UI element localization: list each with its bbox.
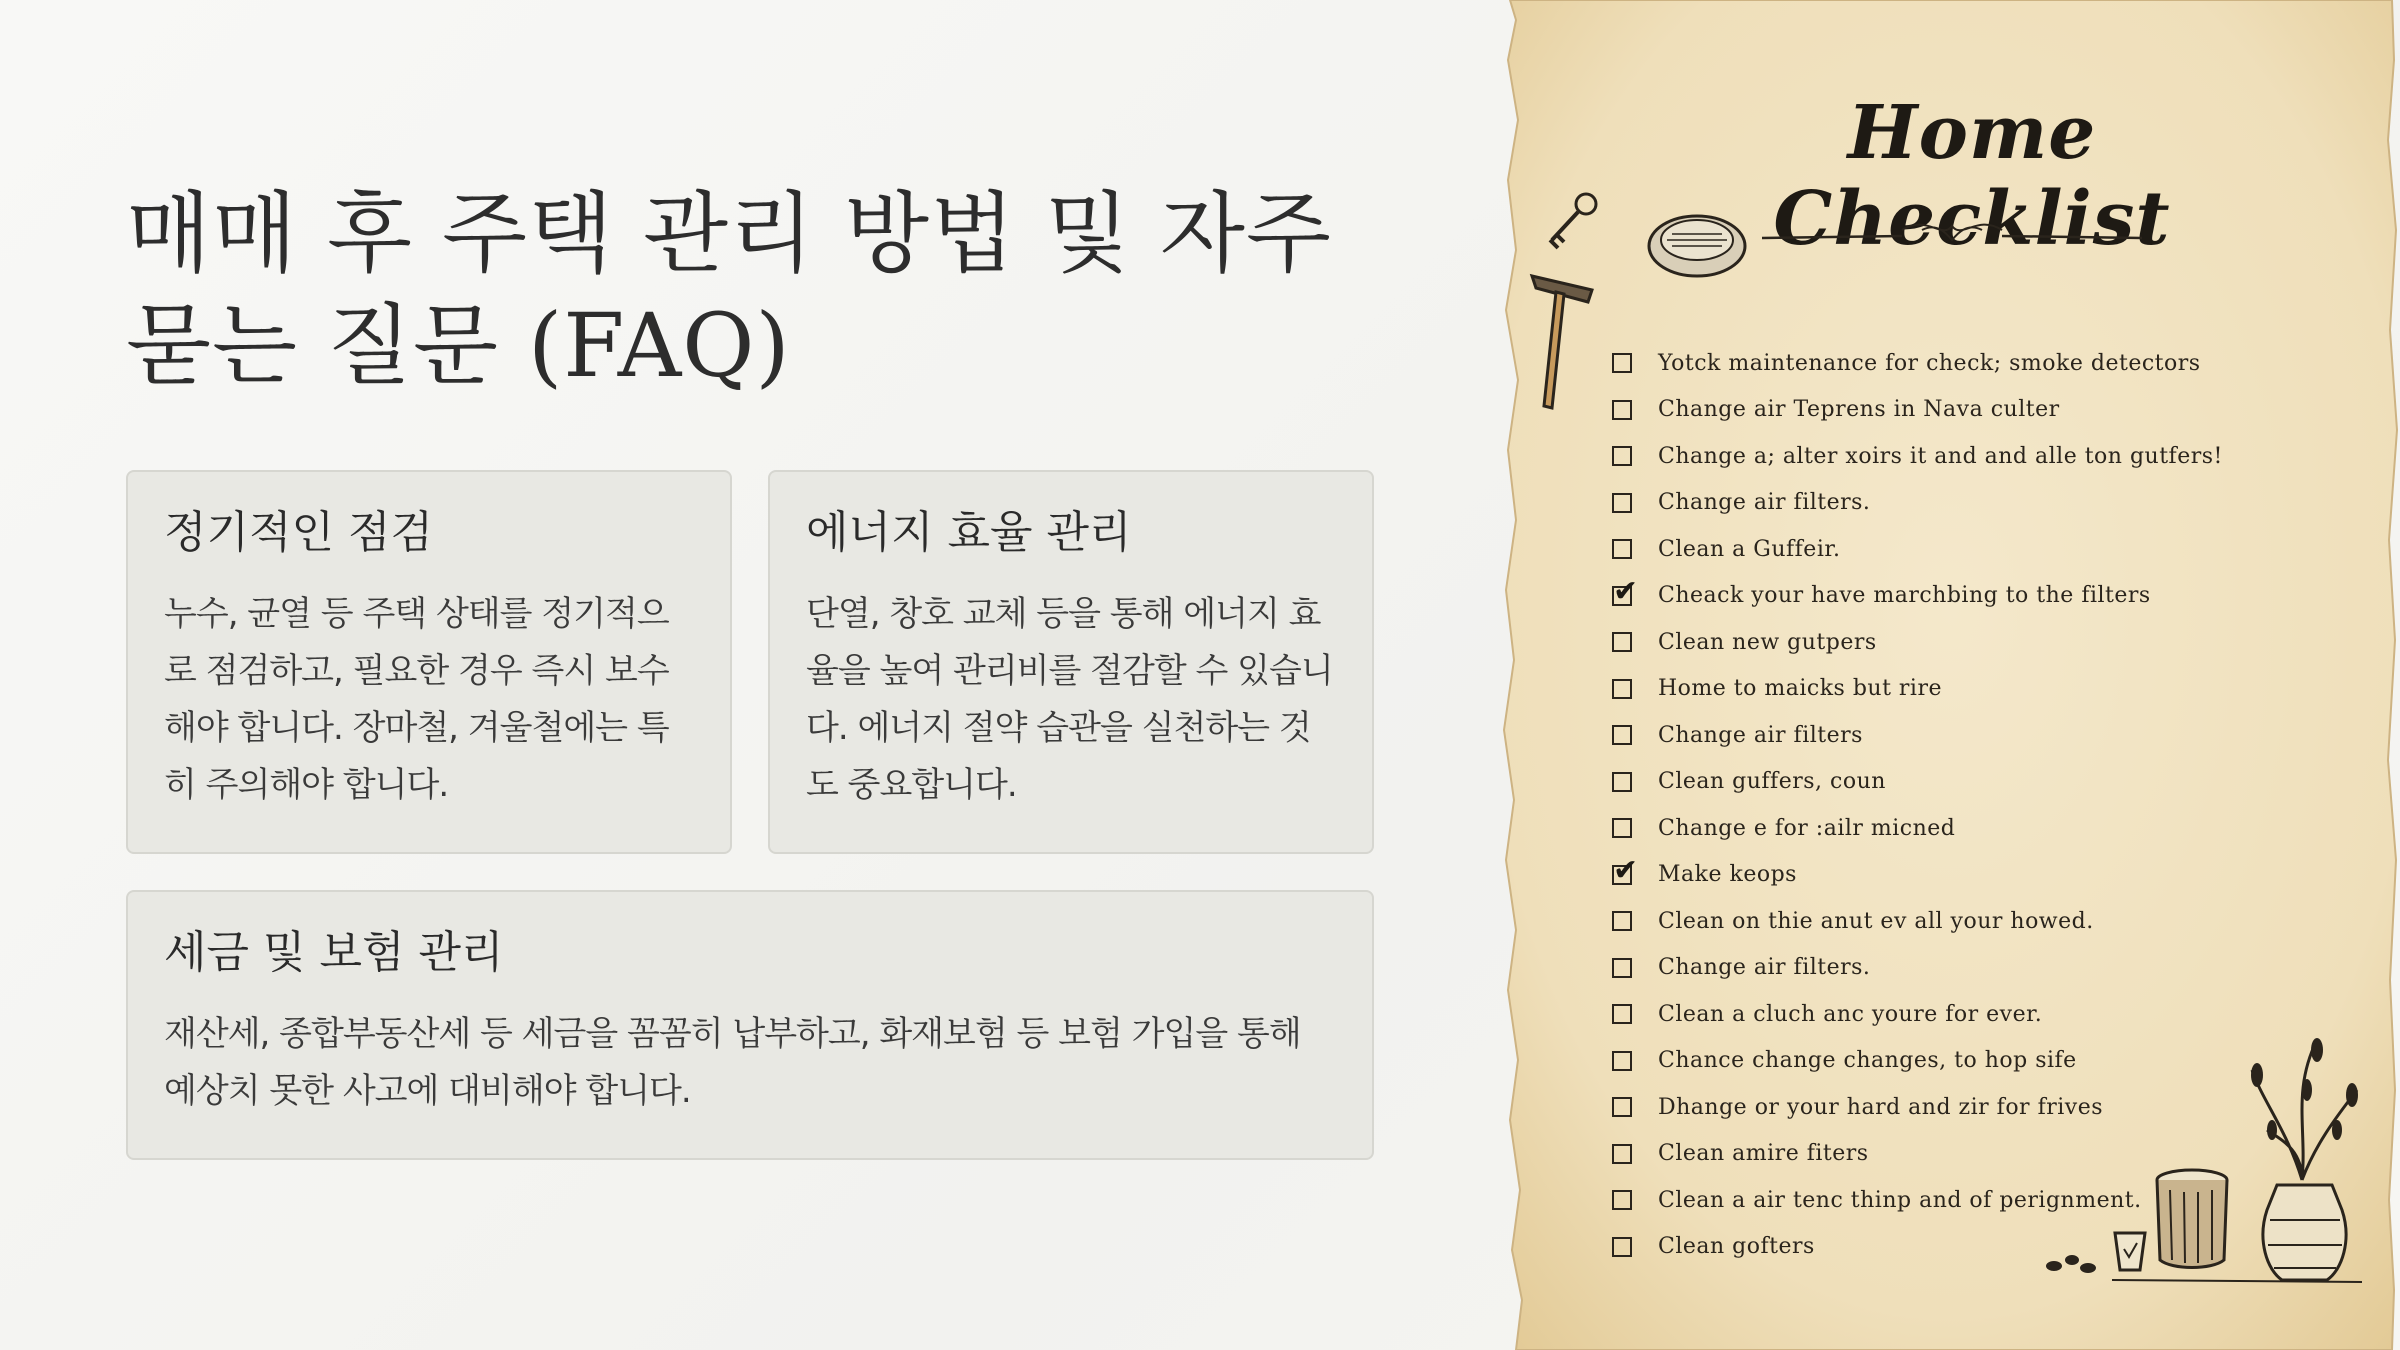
card-energy-efficiency [768,470,1374,854]
unchecked-checkbox [1612,493,1632,513]
checklist-item [1612,340,2223,387]
unchecked-checkbox [1612,818,1632,838]
card-heading: 정기적인 점검 [164,507,434,558]
hammer-icon [1522,268,1602,418]
checklist-item-text: Make keops [1658,862,1797,888]
unchecked-checkbox [1612,1097,1632,1117]
checklist-item-text: Dhange or your hard and zir for frives [1658,1094,2104,1120]
basket-icon [2152,1165,2232,1275]
unchecked-checkbox [1612,725,1632,745]
checklist-item-text: Clean guffers, coun [1658,769,1886,795]
checklist-item-text: Clean gofters [1658,1234,1815,1260]
key-icon [1538,188,1608,258]
cup-icon [2110,1225,2150,1275]
checklist-item [1612,805,2223,852]
checklist-item [1612,387,2223,434]
checklist-item [1612,852,2223,899]
checklist-item-text: Clean on thie anut ev all your howed. [1658,908,2094,934]
unchecked-checkbox [1612,1190,1632,1210]
checklist-item-text: Change air filters. [1658,490,1871,516]
checklist-item [1612,433,2223,480]
checked-checkbox [1612,586,1632,606]
checklist-item [1612,526,2223,573]
checklist-item [1612,666,2223,713]
card-heading: 에너지 효율 관리 [806,507,1132,558]
checklist-item-text: Change e for :ailr micned [1658,815,1956,841]
unchecked-checkbox [1612,772,1632,792]
unchecked-checkbox [1612,1004,1632,1024]
unchecked-checkbox [1612,446,1632,466]
card-body: 재산세, 종합부동산세 등 세금을 꼼꼼히 납부하고, 화재보험 등 보험 가입을 통해 예상치 못한 사고에 대비해야 합니다. [164,1014,1301,1111]
checked-checkbox [1612,865,1632,885]
smoke-detector-icon [1642,206,1752,286]
checklist-item [1612,945,2223,992]
checklist-item-text: Chance change changes, to hop sife [1658,1048,2077,1074]
scattered-leaves-icon [2042,1248,2102,1278]
checklist-item [1612,619,2223,666]
checklist-item [1612,573,2223,620]
page-title: 매매 후 주택 관리 방법 및 자주 묻는 질문 (FAQ) [126,182,1332,397]
checklist-title: Home Checklist [1773,90,2171,262]
checklist-item-text: Clean a cluch anc youre for ever. [1658,1001,2043,1027]
unchecked-checkbox [1612,1051,1632,1071]
checklist-item-text: Home to maicks but rire [1658,676,1943,702]
checklist-item-text: Change a; alter xoirs it and and alle ton gutfers! [1658,443,2223,469]
unchecked-checkbox [1612,1144,1632,1164]
unchecked-checkbox [1612,539,1632,559]
card-body: 누수, 균열 등 주택 상태를 정기적으로 점검하고, 필요한 경우 즉시 보수해야 합니다. 장마철, 겨울철에는 특히 주의해야 합니다. [164,594,669,805]
card-regular-inspection [126,470,732,854]
checklist-item [1612,480,2223,527]
unchecked-checkbox [1612,911,1632,931]
checklist-paper-image [1502,0,2400,1350]
ornament-divider-icon [1752,200,2152,250]
checklist-item-text: Yotck maintenance for check; smoke detectors [1658,350,2201,376]
unchecked-checkbox [1612,958,1632,978]
checklist-item-text: Cheack your have marchbing to the filters [1658,583,2151,609]
unchecked-checkbox [1612,400,1632,420]
unchecked-checkbox [1612,632,1632,652]
card-tax-insurance [126,890,1374,1160]
checklist-item-text: Clean amire fiters [1658,1141,1869,1167]
unchecked-checkbox [1612,679,1632,699]
checklist-item-text: Clean a air tenc thinp and of perignment. [1658,1187,2142,1213]
checklist-item-text: Change air filters. [1658,955,1871,981]
card-heading: 세금 및 보험 관리 [164,927,504,978]
card-body: 단열, 창호 교체 등을 통해 에너지 효율을 높여 관리비를 절감할 수 있습니다. 에너지 절약 습관을 실천하는 것도 중요합니다. [806,594,1333,805]
checklist-item-text: Change air filters [1658,722,1863,748]
checklist-item-text: Clean new gutpers [1658,629,1877,655]
checklist-item [1612,759,2223,806]
checklist-item-text: Change air Teprens in Nava culter [1658,397,2060,423]
checklist-item-text: Clean a Guffeir. [1658,536,1841,562]
unchecked-checkbox [1612,353,1632,373]
checklist-item [1612,712,2223,759]
unchecked-checkbox [1612,1237,1632,1257]
checklist-item [1612,898,2223,945]
